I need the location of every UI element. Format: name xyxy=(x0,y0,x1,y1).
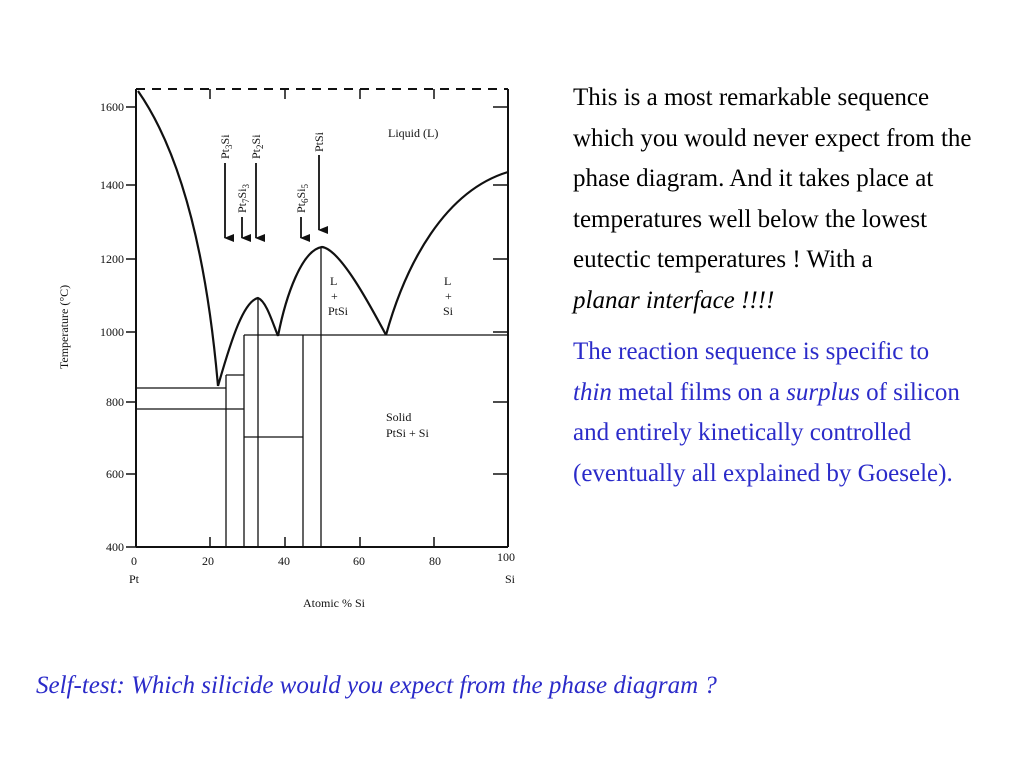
ptsi-label: PtSi xyxy=(312,131,326,152)
solid-region-phases: PtSi + Si xyxy=(386,426,429,440)
region-labels xyxy=(328,126,454,440)
reaction-text-a: The reaction sequence is specific to xyxy=(573,338,930,365)
l-si-label-si: Si xyxy=(443,304,454,318)
reaction-text-c: of silicon and entirely kinetically controlled (eventually all explained by Goesele). xyxy=(573,378,960,487)
surplus-emphasis: surplus xyxy=(786,378,860,406)
x-tick-label: 60 xyxy=(353,554,365,568)
pt6si5-label: $Pt_6Si_5$ xyxy=(294,183,310,213)
x-tick-label: 0 xyxy=(131,554,137,568)
l-ptsi-label-ptsi: PtSi xyxy=(328,304,349,318)
x-tick-label: 80 xyxy=(429,554,441,568)
pt7si3-label: $Pt_7Si_3$ xyxy=(235,183,251,213)
liquidus-pt2si-dome xyxy=(218,298,278,386)
y-tick-label: 1600 xyxy=(100,100,124,114)
x-tick-label: 20 xyxy=(202,554,214,568)
planar-interface-text: planar interface !!!! xyxy=(573,286,775,314)
y-tick-labels xyxy=(100,100,124,554)
self-test-question: Self-test: Which silicide would you expect from the phase diagram ? xyxy=(36,672,717,699)
y-tick-label: 600 xyxy=(106,467,124,481)
l-si-label-l: L xyxy=(444,274,452,288)
remark-text: This is a most remarkable sequence which you would never expect from the phase diagram. And it takes place at temperatures well below the lowest eutectic temperatures ! With a xyxy=(573,84,972,273)
pt3si-label: $Pt_3Si$ xyxy=(218,134,234,159)
x-axis-left-end: Pt xyxy=(128,572,140,586)
y-tick-label: 400 xyxy=(106,540,124,554)
phase-labels xyxy=(218,131,326,213)
remark-paragraph xyxy=(573,78,973,321)
x-axis-label: Atomic % Si xyxy=(303,596,365,610)
phase-diagram xyxy=(40,75,540,620)
y-ticks xyxy=(126,107,508,547)
liquid-region-label: Liquid (L) xyxy=(388,126,439,140)
l-ptsi-label-l: L xyxy=(330,274,338,288)
reaction-paragraph xyxy=(573,332,973,494)
explanation-text xyxy=(573,78,973,494)
pt2si-label: $Pt_2Si$ xyxy=(249,134,265,159)
thin-emphasis: thin xyxy=(573,378,612,406)
x-tick-label: 40 xyxy=(278,554,290,568)
l-si-label-plus: + xyxy=(445,289,452,303)
x-tick-label: 100 xyxy=(497,550,515,564)
y-axis-label: Temperature (°C) xyxy=(57,284,71,370)
liquidus-pt-side xyxy=(138,91,218,386)
y-tick-label: 800 xyxy=(106,395,124,409)
y-tick-label: 1000 xyxy=(100,325,124,339)
x-tick-labels xyxy=(129,550,516,586)
y-tick-label: 1400 xyxy=(100,178,124,192)
l-ptsi-label-plus: + xyxy=(331,289,338,303)
reaction-text-b: metal films on a xyxy=(618,378,780,406)
solid-region-label: Solid xyxy=(386,410,412,424)
x-axis-right-end: Si xyxy=(504,572,516,586)
y-tick-label: 1200 xyxy=(100,252,124,266)
phase-boundaries xyxy=(136,247,508,547)
